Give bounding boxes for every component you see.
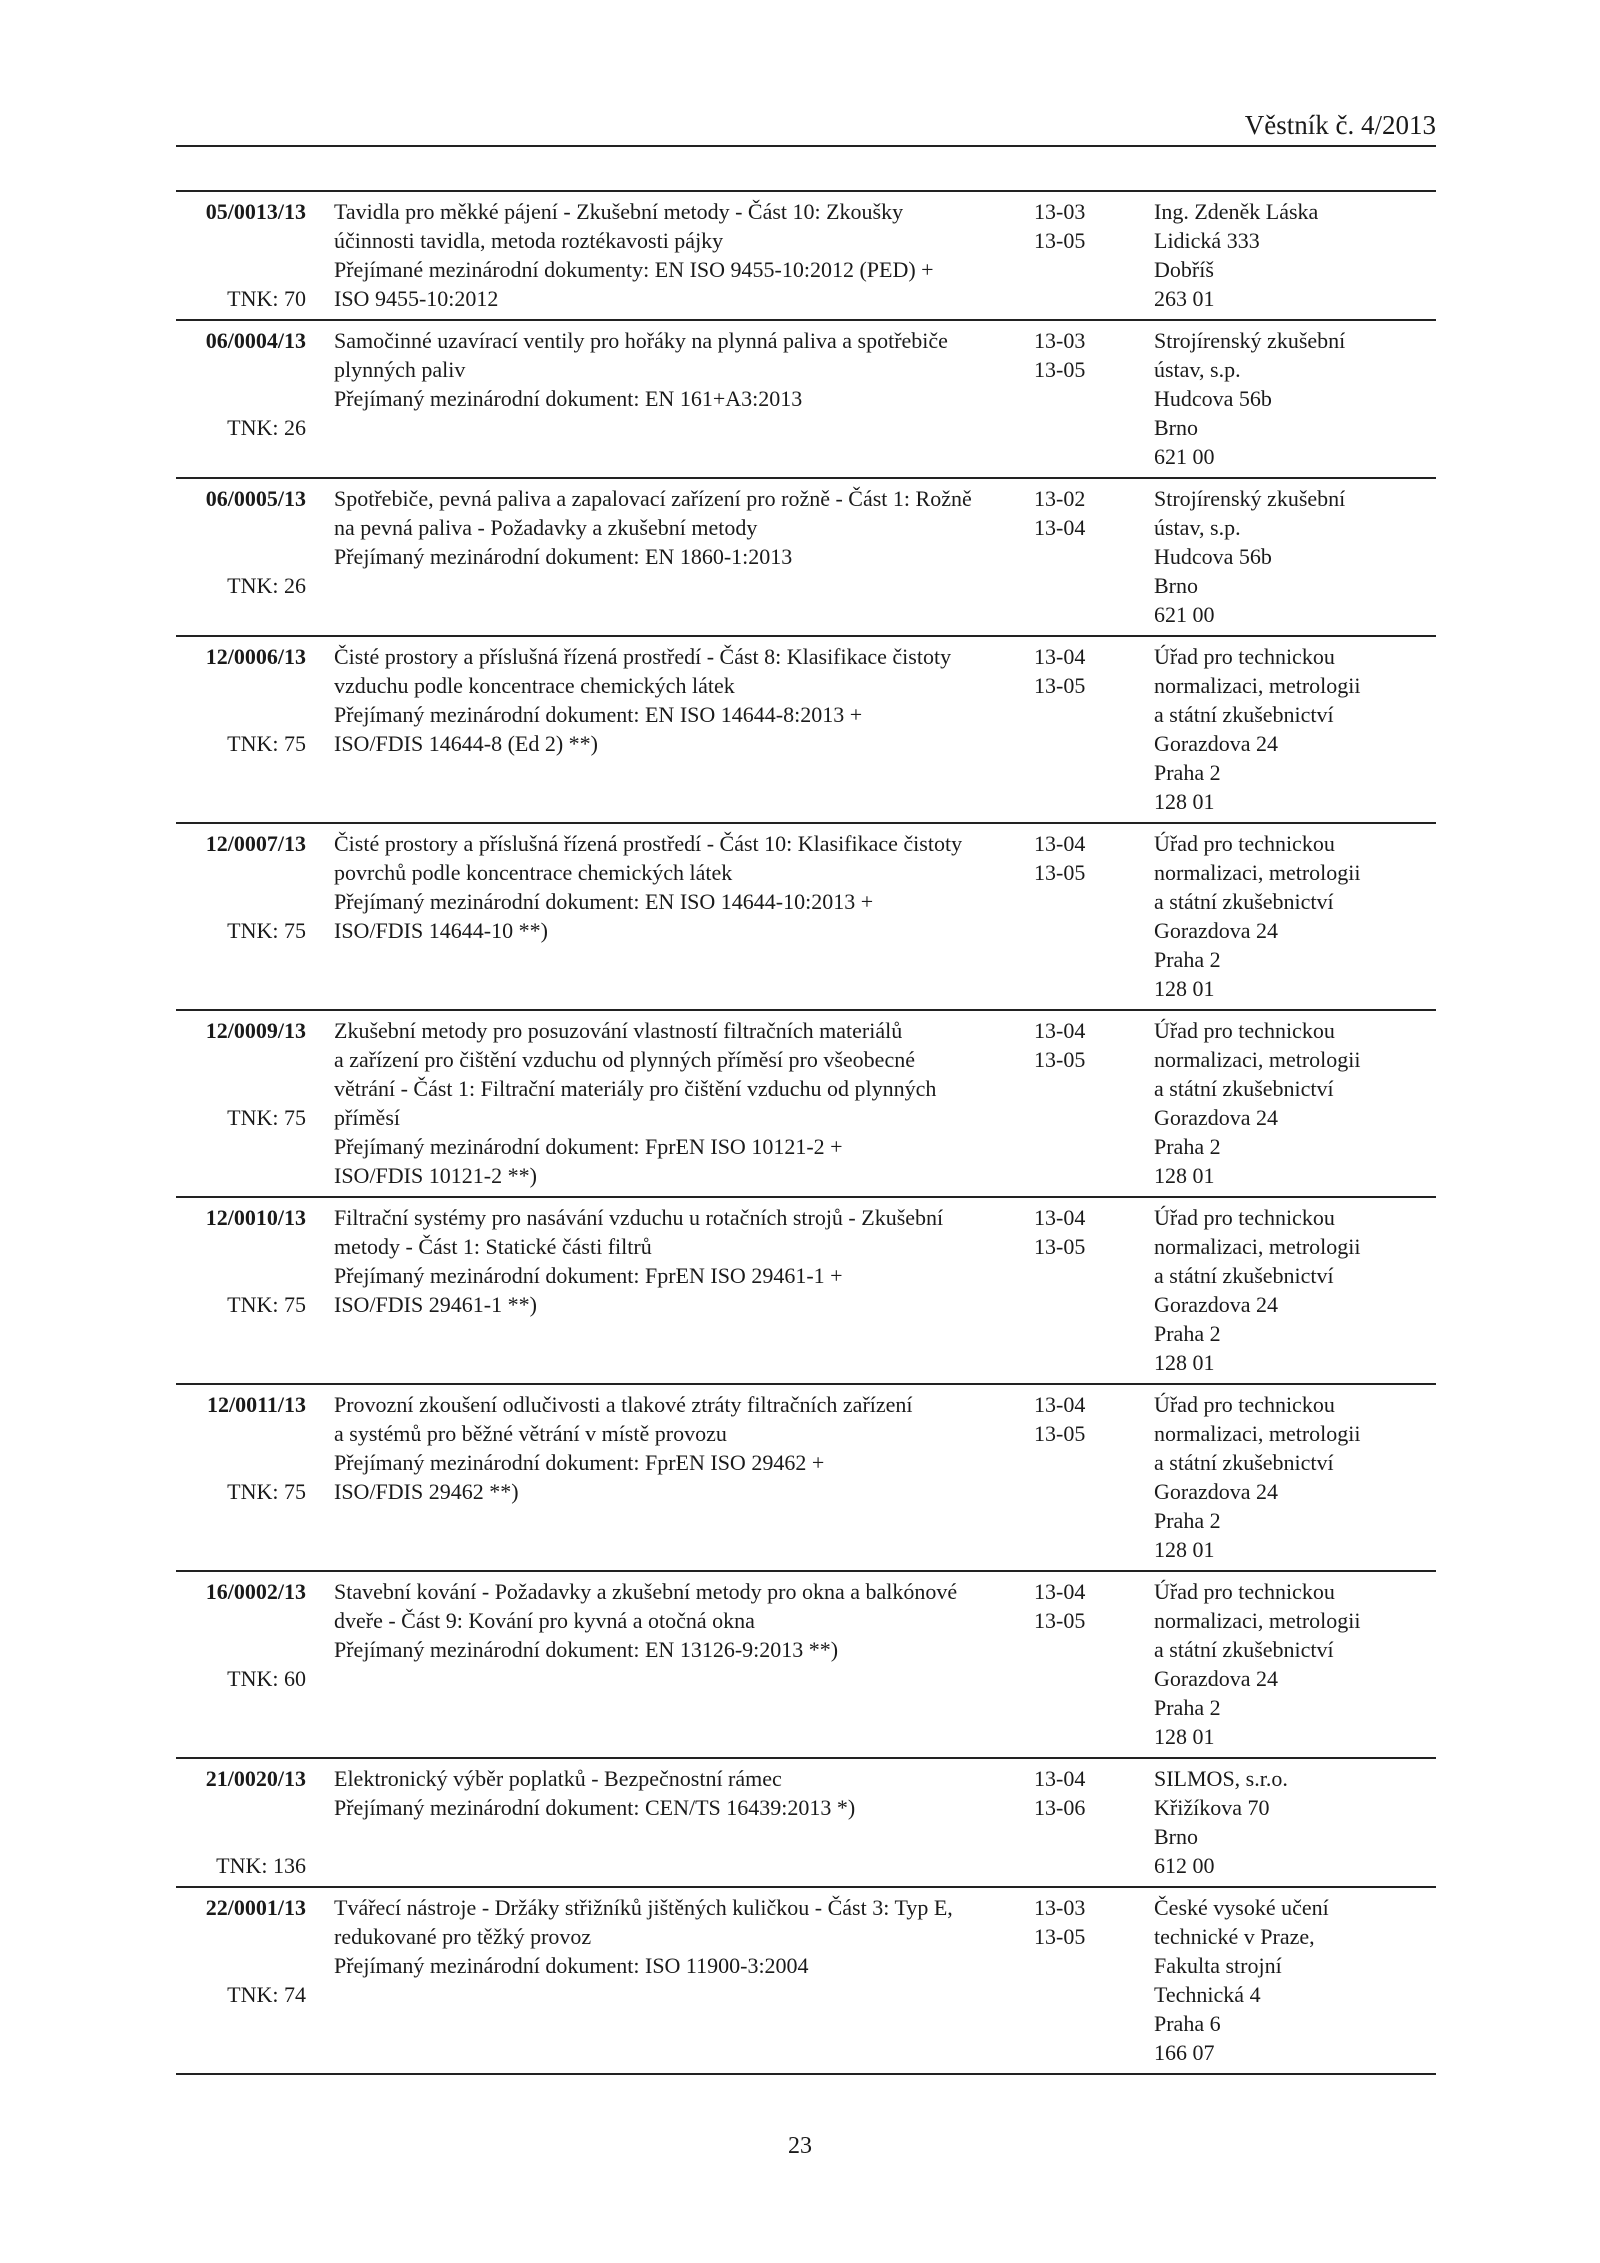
- title-line: ISO 9455-10:2012: [334, 286, 499, 311]
- row-identifier: [176, 1203, 306, 1377]
- title-line: Filtrační systémy pro nasávání vzduchu u rotačních strojů - Zkušební: [334, 1205, 944, 1230]
- address-line: normalizaci, metrologii: [1154, 1047, 1361, 1072]
- standard-title: [334, 1893, 1024, 2067]
- date-code: 13-05: [1034, 860, 1086, 885]
- date-code: 13-06: [1034, 1795, 1086, 1820]
- standard-title: [334, 1577, 1024, 1751]
- title-line: ISO/FDIS 29461-1 **): [334, 1292, 537, 1317]
- date-codes: [1034, 642, 1154, 816]
- title-line: Spotřebiče, pevná paliva a zapalovací zařízení pro rožně - Část 1: Rožně: [334, 486, 972, 511]
- row-identifier: [176, 829, 306, 1003]
- standard-title: [334, 197, 1024, 313]
- tnk-label: TNK: 75: [227, 1105, 306, 1130]
- address-line: 263 01: [1154, 286, 1215, 311]
- date-codes: [1034, 829, 1154, 1003]
- table-row: [176, 1011, 1436, 1198]
- address-line: České vysoké učení: [1154, 1895, 1329, 1920]
- row-identifier: [176, 1764, 306, 1880]
- address-line: 612 00: [1154, 1853, 1215, 1878]
- project-number: 12/0010/13: [205, 1205, 306, 1230]
- address-line: 128 01: [1154, 1163, 1215, 1188]
- address-line: Praha 6: [1154, 2011, 1221, 2036]
- address-line: Praha 2: [1154, 947, 1221, 972]
- tnk-label: TNK: 75: [227, 731, 306, 756]
- address-line: Úřad pro technickou: [1154, 1205, 1335, 1230]
- processor-address: [1154, 642, 1436, 816]
- date-code: 13-05: [1034, 673, 1086, 698]
- row-identifier: [176, 1893, 306, 2067]
- header-rule: [176, 145, 1436, 147]
- standard-title: [334, 829, 1024, 1003]
- date-code: 13-05: [1034, 1924, 1086, 1949]
- row-identifier: [176, 1016, 306, 1190]
- date-code: 13-04: [1034, 831, 1086, 856]
- date-code: 13-05: [1034, 1234, 1086, 1259]
- processor-address: [1154, 829, 1436, 1003]
- date-code: 13-05: [1034, 1047, 1086, 1072]
- address-line: a státní zkušebnictví: [1154, 1263, 1334, 1288]
- tnk-label: TNK: 74: [227, 1982, 306, 2007]
- title-line: Provozní zkoušení odlučivosti a tlakové ztráty filtračních zařízení: [334, 1392, 913, 1417]
- address-line: Gorazdova 24: [1154, 918, 1279, 943]
- table-row: [176, 479, 1436, 637]
- processor-address: [1154, 484, 1436, 629]
- project-number: 12/0009/13: [205, 1018, 306, 1043]
- project-number: 21/0020/13: [205, 1766, 306, 1791]
- date-code: 13-04: [1034, 644, 1086, 669]
- processor-address: [1154, 326, 1436, 471]
- row-identifier: [176, 1577, 306, 1751]
- title-line: Přejímaný mezinárodní dokument: EN 1860-1:2013: [334, 544, 793, 569]
- table-row: [176, 1198, 1436, 1385]
- date-code: 13-04: [1034, 515, 1086, 540]
- table-row: [176, 824, 1436, 1011]
- project-number: 12/0011/13: [206, 1392, 306, 1417]
- address-line: Gorazdova 24: [1154, 1105, 1279, 1130]
- title-line: Přejímaný mezinárodní dokument: FprEN ISO 29461-1 +: [334, 1263, 843, 1288]
- address-line: ústav, s.p.: [1154, 357, 1241, 382]
- project-number: 12/0006/13: [205, 644, 306, 669]
- address-line: 128 01: [1154, 976, 1215, 1001]
- title-line: na pevná paliva - Požadavky a zkušební metody: [334, 515, 758, 540]
- address-line: Ing. Zdeněk Láska: [1154, 199, 1319, 224]
- table-row: [176, 1385, 1436, 1572]
- title-line: Přejímané mezinárodní dokumenty: EN ISO 9455-10:2012 (PED) +: [334, 257, 934, 282]
- date-code: 13-04: [1034, 1392, 1086, 1417]
- processor-address: [1154, 197, 1436, 313]
- date-code: 13-05: [1034, 357, 1086, 382]
- address-line: a státní zkušebnictví: [1154, 1450, 1334, 1475]
- processor-address: [1154, 1764, 1436, 1880]
- table-row: [176, 1888, 1436, 2075]
- title-line: Přejímaný mezinárodní dokument: ISO 11900-3:2004: [334, 1953, 809, 1978]
- date-code: 13-03: [1034, 199, 1086, 224]
- address-line: 128 01: [1154, 1350, 1215, 1375]
- address-line: Praha 2: [1154, 1695, 1221, 1720]
- tnk-label: TNK: 75: [227, 1292, 306, 1317]
- address-line: normalizaci, metrologii: [1154, 1234, 1361, 1259]
- title-line: Přejímaný mezinárodní dokument: EN 13126-9:2013 **): [334, 1637, 839, 1662]
- project-number: 06/0005/13: [205, 486, 306, 511]
- address-line: Dobříš: [1154, 257, 1214, 282]
- title-line: povrchů podle koncentrace chemických látek: [334, 860, 733, 885]
- project-number: 16/0002/13: [205, 1579, 306, 1604]
- title-line: Tavidla pro měkké pájení - Zkušební metody - Část 10: Zkoušky: [334, 199, 904, 224]
- date-code: 13-05: [1034, 1421, 1086, 1446]
- row-identifier: [176, 197, 306, 313]
- title-line: Přejímaný mezinárodní dokument: FprEN ISO 29462 +: [334, 1450, 825, 1475]
- address-line: normalizaci, metrologii: [1154, 1421, 1361, 1446]
- standard-title: [334, 484, 1024, 629]
- date-codes: [1034, 326, 1154, 471]
- date-code: 13-05: [1034, 1608, 1086, 1633]
- title-line: Zkušební metody pro posuzování vlastností filtračních materiálů: [334, 1018, 903, 1043]
- tnk-label: TNK: 26: [227, 415, 306, 440]
- address-line: Lidická 333: [1154, 228, 1260, 253]
- date-codes: [1034, 197, 1154, 313]
- address-line: normalizaci, metrologii: [1154, 860, 1361, 885]
- title-line: účinnosti tavidla, metoda roztékavosti pájky: [334, 228, 724, 253]
- address-line: Hudcova 56b: [1154, 544, 1272, 569]
- title-line: Přejímaný mezinárodní dokument: CEN/TS 16439:2013 *): [334, 1795, 856, 1820]
- title-line: dveře - Část 9: Kování pro kyvná a otočná okna: [334, 1608, 755, 1633]
- address-line: Praha 2: [1154, 760, 1221, 785]
- address-line: a státní zkušebnictví: [1154, 889, 1334, 914]
- title-line: a zařízení pro čištění vzduchu od plynných příměsí pro všeobecné: [334, 1047, 915, 1072]
- processor-address: [1154, 1016, 1436, 1190]
- address-line: Úřad pro technickou: [1154, 1392, 1335, 1417]
- tnk-label: TNK: 136: [216, 1853, 306, 1878]
- project-number: 05/0013/13: [205, 199, 306, 224]
- table-row: [176, 192, 1436, 321]
- address-line: 166 07: [1154, 2040, 1215, 2065]
- tnk-label: TNK: 60: [227, 1666, 306, 1691]
- address-line: 621 00: [1154, 444, 1215, 469]
- date-code: 13-03: [1034, 328, 1086, 353]
- title-line: ISO/FDIS 14644-10 **): [334, 918, 548, 943]
- address-line: Brno: [1154, 573, 1198, 598]
- date-codes: [1034, 484, 1154, 629]
- address-line: normalizaci, metrologii: [1154, 1608, 1361, 1633]
- page-header: Věstník č. 4/2013: [1244, 110, 1436, 140]
- table-row: [176, 321, 1436, 479]
- address-line: normalizaci, metrologii: [1154, 673, 1361, 698]
- title-line: a systémů pro běžné větrání v místě provozu: [334, 1421, 727, 1446]
- tnk-label: TNK: 75: [227, 918, 306, 943]
- date-code: 13-04: [1034, 1766, 1086, 1791]
- title-line: Přejímaný mezinárodní dokument: FprEN ISO 10121-2 +: [334, 1134, 843, 1159]
- address-line: Hudcova 56b: [1154, 386, 1272, 411]
- title-line: příměsí: [334, 1105, 400, 1130]
- address-line: Křižíkova 70: [1154, 1795, 1270, 1820]
- address-line: technické v Praze,: [1154, 1924, 1315, 1949]
- date-code: 13-05: [1034, 228, 1086, 253]
- address-line: Gorazdova 24: [1154, 1479, 1279, 1504]
- project-number: 12/0007/13: [205, 831, 306, 856]
- address-line: 128 01: [1154, 789, 1215, 814]
- date-codes: [1034, 1764, 1154, 1880]
- address-line: Praha 2: [1154, 1508, 1221, 1533]
- standard-title: [334, 326, 1024, 471]
- table-row: [176, 1572, 1436, 1759]
- title-line: plynných paliv: [334, 357, 466, 382]
- address-line: 621 00: [1154, 602, 1215, 627]
- title-line: Přejímaný mezinárodní dokument: EN 161+A3:2013: [334, 386, 803, 411]
- table-row: [176, 637, 1436, 824]
- date-codes: [1034, 1390, 1154, 1564]
- title-line: větrání - Část 1: Filtrační materiály pro čištění vzduchu od plynných: [334, 1076, 937, 1101]
- processor-address: [1154, 1893, 1436, 2067]
- address-line: Technická 4: [1154, 1982, 1261, 2007]
- address-line: ústav, s.p.: [1154, 515, 1241, 540]
- address-line: Gorazdova 24: [1154, 1292, 1279, 1317]
- address-line: SILMOS, s.r.o.: [1154, 1766, 1288, 1791]
- address-line: Brno: [1154, 415, 1198, 440]
- address-line: Gorazdova 24: [1154, 1666, 1279, 1691]
- standard-title: [334, 1764, 1024, 1880]
- title-line: Přejímaný mezinárodní dokument: EN ISO 14644-8:2013 +: [334, 702, 863, 727]
- title-line: ISO/FDIS 14644-8 (Ed 2) **): [334, 731, 598, 756]
- row-identifier: [176, 484, 306, 629]
- title-line: vzduchu podle koncentrace chemických látek: [334, 673, 735, 698]
- page-number: 23: [788, 2133, 812, 2159]
- title-line: Samočinné uzavírací ventily pro hořáky na plynná paliva a spotřebiče: [334, 328, 948, 353]
- title-line: metody - Část 1: Statické části filtrů: [334, 1234, 652, 1259]
- title-line: ISO/FDIS 10121-2 **): [334, 1163, 537, 1188]
- row-identifier: [176, 642, 306, 816]
- date-code: 13-02: [1034, 486, 1086, 511]
- processor-address: [1154, 1577, 1436, 1751]
- tnk-label: TNK: 75: [227, 1479, 306, 1504]
- address-line: a státní zkušebnictví: [1154, 702, 1334, 727]
- address-line: Praha 2: [1154, 1134, 1221, 1159]
- standard-title: [334, 1016, 1024, 1190]
- tnk-label: TNK: 26: [227, 573, 306, 598]
- standard-title: [334, 1390, 1024, 1564]
- title-line: Elektronický výběr poplatků - Bezpečnostní rámec: [334, 1766, 782, 1791]
- standard-title: [334, 642, 1024, 816]
- date-code: 13-03: [1034, 1895, 1086, 1920]
- date-codes: [1034, 1016, 1154, 1190]
- standards-table: [176, 190, 1436, 2075]
- address-line: 128 01: [1154, 1724, 1215, 1749]
- date-code: 13-04: [1034, 1205, 1086, 1230]
- standard-title: [334, 1203, 1024, 1377]
- date-code: 13-04: [1034, 1018, 1086, 1043]
- project-number: 22/0001/13: [205, 1895, 306, 1920]
- address-line: a státní zkušebnictví: [1154, 1076, 1334, 1101]
- title-line: Přejímaný mezinárodní dokument: EN ISO 14644-10:2013 +: [334, 889, 874, 914]
- address-line: Úřad pro technickou: [1154, 644, 1335, 669]
- title-line: Tvářecí nástroje - Držáky střižníků jištěných kuličkou - Část 3: Typ E,: [334, 1895, 953, 1920]
- title-line: Čisté prostory a příslušná řízená prostředí - Část 10: Klasifikace čistoty: [334, 831, 963, 856]
- processor-address: [1154, 1390, 1436, 1564]
- date-code: 13-04: [1034, 1579, 1086, 1604]
- address-line: Úřad pro technickou: [1154, 831, 1335, 856]
- address-line: a státní zkušebnictví: [1154, 1637, 1334, 1662]
- title-line: Stavební kování - Požadavky a zkušební metody pro okna a balkónové: [334, 1579, 958, 1604]
- title-line: Čisté prostory a příslušná řízená prostředí - Část 8: Klasifikace čistoty: [334, 644, 952, 669]
- address-line: Praha 2: [1154, 1321, 1221, 1346]
- address-line: Fakulta strojní: [1154, 1953, 1282, 1978]
- address-line: Gorazdova 24: [1154, 731, 1279, 756]
- row-identifier: [176, 326, 306, 471]
- project-number: 06/0004/13: [205, 328, 306, 353]
- date-codes: [1034, 1203, 1154, 1377]
- address-line: Strojírenský zkušební: [1154, 486, 1346, 511]
- address-line: Brno: [1154, 1824, 1198, 1849]
- row-identifier: [176, 1390, 306, 1564]
- processor-address: [1154, 1203, 1436, 1377]
- tnk-label: TNK: 70: [227, 286, 306, 311]
- table-row: [176, 1759, 1436, 1888]
- date-codes: [1034, 1893, 1154, 2067]
- address-line: 128 01: [1154, 1537, 1215, 1562]
- address-line: Úřad pro technickou: [1154, 1579, 1335, 1604]
- title-line: redukované pro těžký provoz: [334, 1924, 592, 1949]
- address-line: Strojírenský zkušební: [1154, 328, 1346, 353]
- date-codes: [1034, 1577, 1154, 1751]
- address-line: Úřad pro technickou: [1154, 1018, 1335, 1043]
- title-line: ISO/FDIS 29462 **): [334, 1479, 519, 1504]
